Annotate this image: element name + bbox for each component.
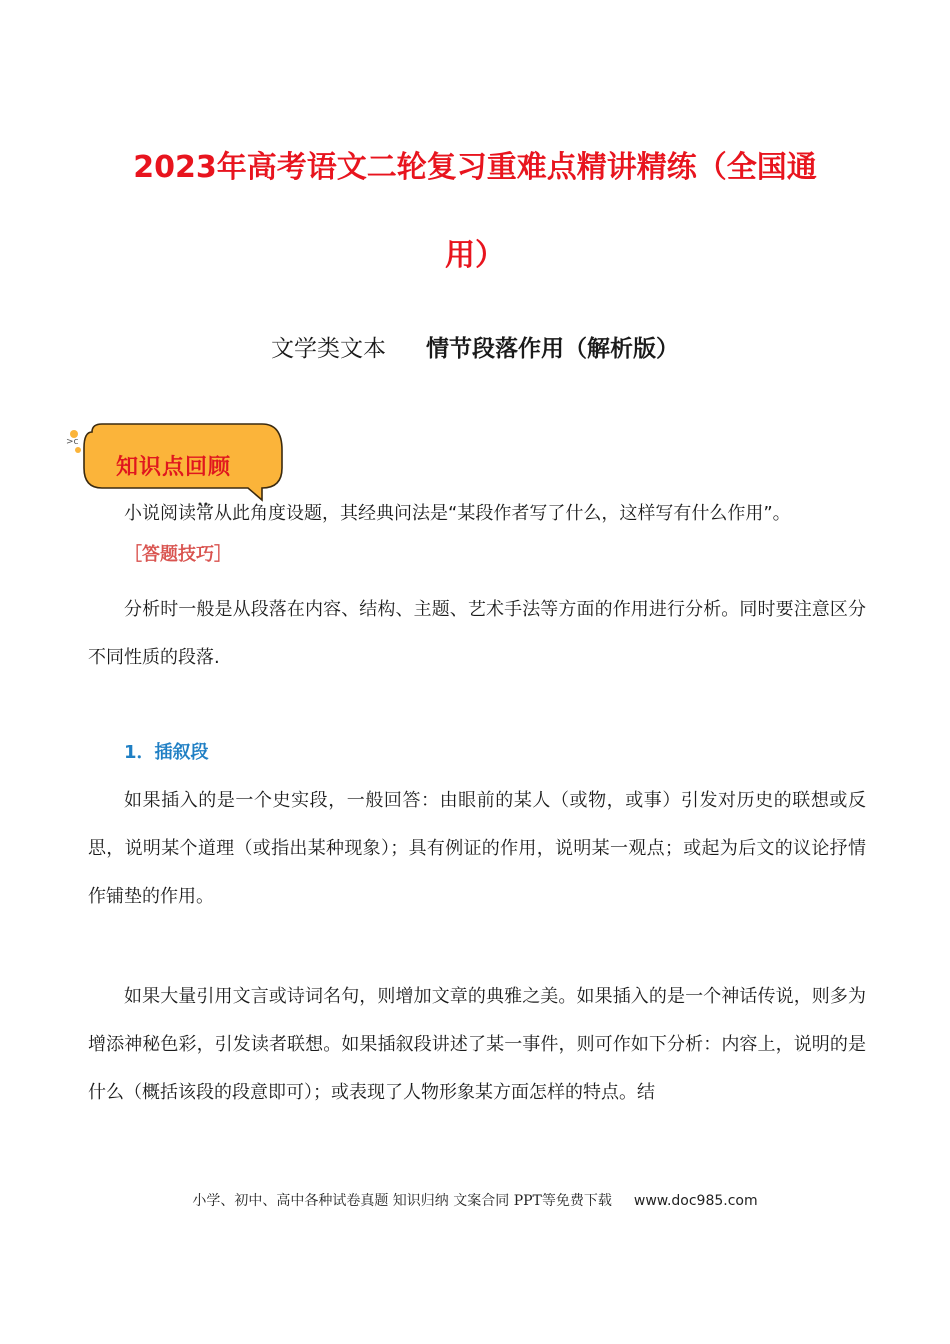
badge-label: 知识点回顾 bbox=[116, 455, 232, 480]
footer-url[interactable]: www.doc985.com bbox=[633, 1193, 758, 1209]
section-heading-flashback: 1．插叙段 bbox=[124, 742, 209, 763]
subtitle-topic: 情节段落作用（解析版） bbox=[426, 336, 679, 362]
document-subtitle bbox=[0, 330, 950, 363]
subtitle-category: 文学类文本 bbox=[271, 336, 386, 362]
document-title-line-2: 用） bbox=[445, 238, 505, 273]
footer-text: 小学、初中、高中各种试卷真题 知识归纳 文案合同 PPT等免费下载 bbox=[192, 1193, 612, 1209]
page-footer bbox=[0, 1190, 950, 1210]
answer-tip-label: ［答题技巧］ bbox=[124, 544, 232, 565]
flashback-paragraph-2: 如果大量引用文言或诗词名句，则增加文章的典雅之美。如果插入的是一个神话传说，则多为增添神秘色彩，引发读者联想。如果插叙段讲述了某一事件，则可作如下分析：内容上，说明的是什么（概括该段的段意即可）；或表现了人物形象某方面怎样的特点。结 bbox=[88, 986, 866, 1103]
intro-paragraph: 小说阅读常从此角度设题，其经典问法是“某段作者写了什么，这样写有什么作用”。 bbox=[124, 503, 791, 524]
document-title-line-1: 2023年高考语文二轮复习重难点精讲精练（全国通 bbox=[133, 150, 817, 185]
svg-text:>c: >c bbox=[66, 437, 79, 447]
analysis-paragraph: 分析时一般是从段落在内容、结构、主题、艺术手法等方面的作用进行分析。同时要注意区分不同性质的段落. bbox=[88, 599, 866, 668]
flashback-paragraph-1: 如果插入的是一个史实段，一般回答：由眼前的某人（或物，或事）引发对历史的联想或反思，说明某个道理（或指出某种现象）；具有例证的作用，说明某一观点；或起为后文的议论抒情作铺垫的作用。 bbox=[88, 790, 866, 907]
